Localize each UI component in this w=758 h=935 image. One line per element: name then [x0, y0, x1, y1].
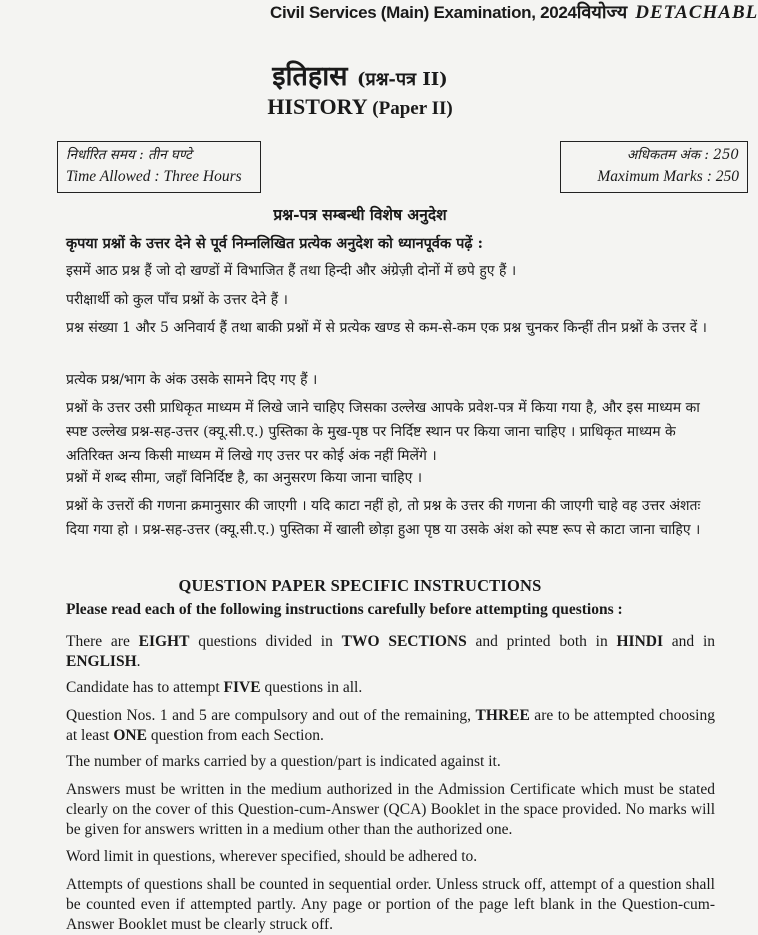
english-instruction-1: There are EIGHT questions divided in TWO SECTIONS and printed both in HINDI and in ENGLISH.: [66, 633, 716, 670]
hindi-instruction-1: इसमें आठ प्रश्न हैं जो दो खण्डों में विभाजित हैं तथा हिन्दी और अंग्रेज़ी दोनों में छपे हुए हैं ।: [66, 263, 517, 279]
count-eight: EIGHT: [138, 633, 190, 650]
time-allowed-hindi: निर्धारित समय : तीन घण्टे: [66, 147, 192, 163]
hindi-instructions-intro: कृपया प्रश्नों के उत्तर देने से पूर्व निम्नलिखित प्रत्येक अनुदेश को ध्यानपूर्वक पढ़ें :: [66, 235, 483, 252]
title-hindi-sub: (प्रश्न-पत्र II): [356, 69, 448, 90]
english-instructions-heading: QUESTION PAPER SPECIFIC INSTRUCTIONS: [178, 576, 542, 595]
language-english: ENGLISH: [66, 653, 137, 670]
title-english-sub: (Paper II): [372, 98, 453, 119]
english-instruction-4: The number of marks carried by a question/part is indicated against it.: [66, 753, 501, 770]
hindi-instruction-7: प्रश्नों के उत्तरों की गणना क्रमानुसार की जाएगी । यदि काटा नहीं हो, तो प्रश्न के उत्तर की गणना की जाएगी चाहे वह उत्तर अंशतः दिया गया हो । प्रश्न-सह-उत्तर (क्यू.सी.ए.) पुस्तिका में खाली छोड़ा हुआ पृष्ठ या उसके अंश को स्पष्ट रूप से काटा जाना चाहिए ।: [66, 498, 701, 538]
english-instruction-7: Attempts of questions shall be counted in sequential order. Unless struck off, attempt of a question shall be counted even if attempted partly. Any page or portion of the page left blank in the Question-cum-Answer Booklet must be clearly struck off.: [66, 876, 715, 933]
maximum-marks-hindi: अधिकतम अंक : 250: [626, 147, 739, 163]
two-sections: TWO SECTIONS: [341, 633, 467, 650]
hindi-instruction-2: परीक्षार्थी को कुल पाँच प्रश्नों के उत्तर देने हैं ।: [66, 292, 288, 308]
title-hindi: [0, 56, 720, 93]
count-five: FIVE: [223, 679, 261, 696]
hindi-instruction-4: प्रत्येक प्रश्न/भाग के अंक उसके सामने दिए गए हैं ।: [66, 372, 318, 388]
language-hindi: HINDI: [616, 633, 664, 650]
title-english: [0, 94, 720, 120]
hindi-instruction-5: प्रश्नों के उत्तर उसी प्राधिकृत माध्यम में लिखे जाने चाहिए जिसका उल्लेख आपके प्रवेश-पत्र में किया गया है, और इस माध्यम का स्पष्ट उल्लेख प्रश्न-सह-उत्तर (क्यू.सी.ए.) पुस्तिका के मुख-पृष्ठ पर निर्दिष्ट स्थान पर किया जाना चाहिए । प्राधिकृत माध्यम के अतिरिक्त अन्य किसी माध्यम में लिखे गए उत्तर पर कोई अंक नहीं मिलेंगे ।: [66, 400, 700, 464]
detachable-hindi: वियोज्य: [576, 2, 628, 23]
english-instruction-6: Word limit in questions, wherever specified, should be adhered to.: [66, 848, 478, 865]
english-instruction-3: Question Nos. 1 and 5 are compulsory and out of the remaining, THREE are to be attempted choosing at least ONE question from each Section.: [66, 707, 715, 744]
hindi-instruction-6: प्रश्नों में शब्द सीमा, जहाँ विनिर्दिष्ट है, का अनुसरण किया जाना चाहिए ।: [66, 470, 423, 486]
english-instructions-intro: Please read each of the following instructions carefully before attempting questions :: [66, 601, 623, 618]
detachable-english: DETACHABL: [635, 2, 758, 23]
english-instruction-2: Candidate has to attempt FIVE questions in all.: [66, 679, 363, 696]
count-three: THREE: [475, 707, 530, 724]
time-allowed-box: [57, 141, 261, 193]
english-instruction-5: Answers must be written in the medium authorized in the Admission Certificate which must be stated clearly on the cover of this Question-cum-Answer (QCA) Booklet in the space provided. No marks will be given for answers written in a medium other than the authorized one.: [66, 781, 715, 838]
exam-header: [270, 0, 758, 24]
maximum-marks-box: [560, 141, 748, 193]
time-allowed-english: Time Allowed : Three Hours: [66, 168, 242, 185]
maximum-marks-english: Maximum Marks : 250: [597, 168, 739, 185]
title-hindi-main: इतिहास: [272, 61, 348, 92]
hindi-instructions-heading: प्रश्न-पत्र सम्बन्धी विशेष अनुदेश: [273, 205, 447, 224]
title-english-main: HISTORY: [267, 94, 367, 119]
hindi-instruction-3: प्रश्न संख्या 1 और 5 अनिवार्य हैं तथा बाकी प्रश्नों में से प्रत्येक खण्ड से कम-से-कम एक प्रश्न चुनकर किन्हीं तीन प्रश्नों के उत्तर दें ।: [66, 320, 707, 336]
count-one: ONE: [113, 727, 147, 744]
exam-name: Civil Services (Main) Examination, 2024: [270, 3, 577, 22]
